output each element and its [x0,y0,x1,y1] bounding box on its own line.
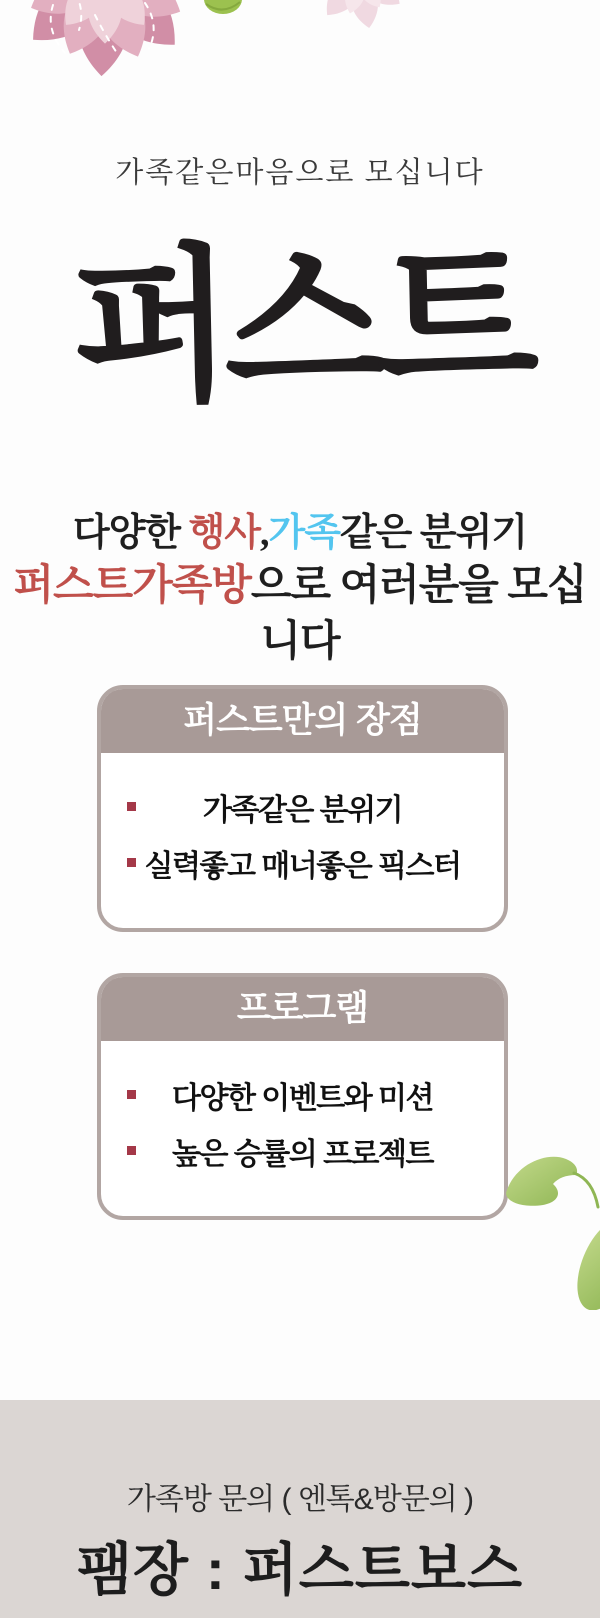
logo-title: 퍼스트 [69,225,531,423]
leaf-bud-icon [198,0,248,18]
intro-subtitle [0,508,600,670]
tagline: 가족같은마음으로 모십니다 [115,157,485,189]
square-bullet-icon [127,858,136,867]
square-bullet-icon [127,802,136,811]
advantages-box [97,685,508,932]
footer [0,1400,600,1618]
intro-line1: 다양한 행사,가족같은 분위기 [72,512,527,554]
program-box-title: 프로그램 [101,977,504,1041]
square-bullet-icon [127,1090,136,1099]
highlight-red: 퍼스트가족방 [13,563,251,609]
list-item: 실력좋고 매너좋은 픽스터 [101,837,504,889]
highlight-blue: 가족 [268,512,340,554]
list-item: 다양한 이벤트와 미션 [101,1069,504,1121]
leaves-icon [498,1145,600,1310]
list-item: 높은 승률의 프로젝트 [101,1125,504,1177]
intro-line2: 퍼스트가족방으로 여러분을 모십니다 [13,563,587,665]
program-box [97,973,508,1220]
leader-name: 팸장 : 퍼스트보스 [76,1538,524,1602]
program-list [101,1041,504,1177]
pale-flower-icon [300,0,420,42]
list-item: 가족같은 분위기 [101,781,504,833]
square-bullet-icon [127,1146,136,1155]
advantages-list [101,753,504,889]
contact-info: 가족방 문의 ( 엔톡&방문의 ) [126,1483,474,1516]
advantages-box-title: 퍼스트만의 장점 [101,689,504,753]
highlight-red: 행사 [188,512,261,554]
